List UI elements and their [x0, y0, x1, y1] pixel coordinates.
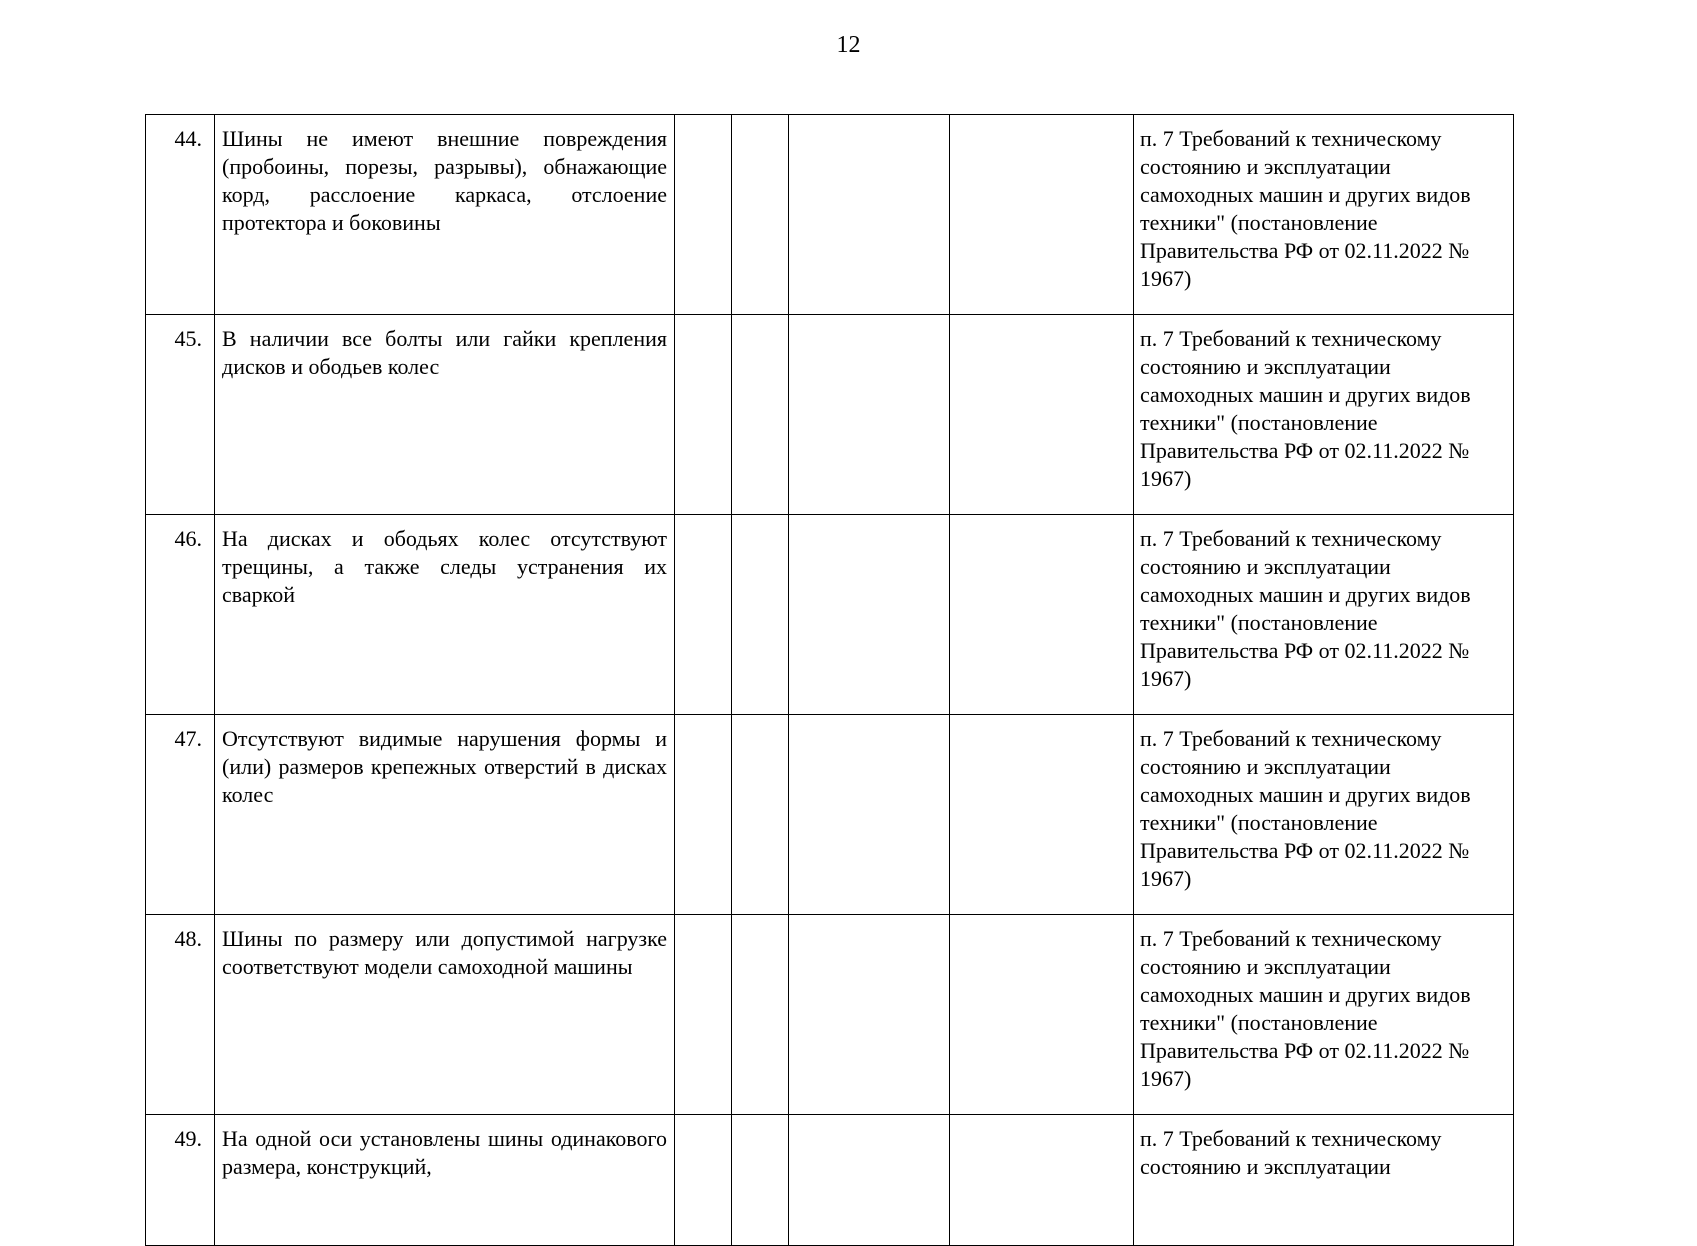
answer-no-cell: [732, 315, 789, 515]
requirement-cell: На дисках и ободьях колес отсутствуют трещины, а также следы устранения их сваркой: [215, 515, 675, 715]
legal-basis-cell: п. 7 Требований к техническому состоянию и эксплуатации самоходных машин и других видов техники" (постановление Правительства РФ от 02.11.2022 № 1967): [1134, 115, 1514, 315]
row-number-cell: 44.: [146, 115, 215, 315]
note-cell: [950, 915, 1134, 1115]
answer-yes-cell: [675, 315, 732, 515]
table-row: [146, 115, 1514, 315]
answer-no-cell: [732, 915, 789, 1115]
answer-no-cell: [732, 115, 789, 315]
table-row: [146, 515, 1514, 715]
row-number-cell: 47.: [146, 715, 215, 915]
answer-no-cell: [732, 715, 789, 915]
row-number-cell: 49.: [146, 1115, 215, 1246]
table-row: [146, 1115, 1514, 1246]
answer-yes-cell: [675, 1115, 732, 1246]
row-number-cell: 48.: [146, 915, 215, 1115]
not-applicable-cell: [789, 915, 950, 1115]
note-cell: [950, 315, 1134, 515]
note-cell: [950, 715, 1134, 915]
checklist-table: [145, 114, 1514, 1246]
requirement-cell: Шины по размеру или допустимой нагрузке соответствуют модели самоходной машины: [215, 915, 675, 1115]
requirement-cell: На одной оси установлены шины одинакового размера, конструкций,: [215, 1115, 675, 1246]
not-applicable-cell: [789, 715, 950, 915]
note-cell: [950, 1115, 1134, 1246]
checklist-table-container: [145, 114, 1513, 1179]
checklist-table-body: [146, 115, 1514, 1246]
row-number-cell: 45.: [146, 315, 215, 515]
answer-yes-cell: [675, 915, 732, 1115]
answer-yes-cell: [675, 115, 732, 315]
note-cell: [950, 115, 1134, 315]
requirement-cell: В наличии все болты или гайки крепления дисков и ободьев колес: [215, 315, 675, 515]
table-row: [146, 315, 1514, 515]
answer-no-cell: [732, 515, 789, 715]
requirement-cell: Отсутствуют видимые нарушения формы и (или) размеров крепежных отверстий в дисках колес: [215, 715, 675, 915]
not-applicable-cell: [789, 315, 950, 515]
note-cell: [950, 515, 1134, 715]
not-applicable-cell: [789, 1115, 950, 1246]
legal-basis-cell: п. 7 Требований к техническому состоянию и эксплуатации: [1134, 1115, 1514, 1246]
not-applicable-cell: [789, 115, 950, 315]
table-row: [146, 915, 1514, 1115]
answer-yes-cell: [675, 515, 732, 715]
answer-no-cell: [732, 1115, 789, 1246]
not-applicable-cell: [789, 515, 950, 715]
table-row: [146, 715, 1514, 915]
legal-basis-cell: п. 7 Требований к техническому состоянию и эксплуатации самоходных машин и других видов техники" (постановление Правительства РФ от 02.11.2022 № 1967): [1134, 515, 1514, 715]
answer-yes-cell: [675, 715, 732, 915]
page-number: 12: [836, 32, 861, 58]
legal-basis-cell: п. 7 Требований к техническому состоянию и эксплуатации самоходных машин и других видов техники" (постановление Правительства РФ от 02.11.2022 № 1967): [1134, 915, 1514, 1115]
row-number-cell: 46.: [146, 515, 215, 715]
legal-basis-cell: п. 7 Требований к техническому состоянию и эксплуатации самоходных машин и других видов техники" (постановление Правительства РФ от 02.11.2022 № 1967): [1134, 315, 1514, 515]
requirement-cell: Шины не имеют внешние повреждения (пробоины, порезы, разрывы), обнажающие корд, расслоение каркаса, отслоение протектора и боковины: [215, 115, 675, 315]
legal-basis-cell: п. 7 Требований к техническому состоянию и эксплуатации самоходных машин и других видов техники" (постановление Правительства РФ от 02.11.2022 № 1967): [1134, 715, 1514, 915]
